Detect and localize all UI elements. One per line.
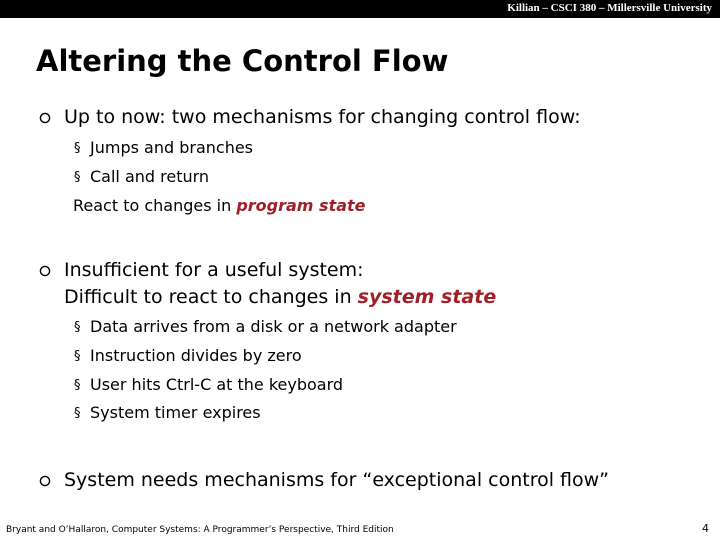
bullet-text-line2: Difficult to react to changes in system state	[64, 286, 497, 308]
sub-bullet-item: § Jumps and branches	[74, 138, 254, 157]
square-bullet-icon: §	[74, 378, 81, 393]
hollow-circle-bullet-icon	[38, 474, 52, 488]
bullet-text: Up to now: two mechanisms for changing control flow:	[64, 106, 581, 128]
footer-citation: Bryant and O’Hallaron, Computer Systems: A Programmer’s Perspective, Third Edition	[6, 525, 394, 535]
header-text: Killian – CSCI 380 – Millersville University	[507, 2, 712, 14]
square-bullet-icon: §	[74, 170, 81, 185]
emphasis-text: program state	[236, 196, 366, 215]
plain-text-line: React to changes in program state	[73, 196, 366, 215]
bullet-text: Insufficient for a useful system:	[64, 259, 364, 281]
hollow-circle-bullet-icon	[38, 111, 52, 125]
square-bullet-icon: §	[74, 349, 81, 364]
square-bullet-icon: §	[74, 141, 81, 156]
page-number: 4	[702, 522, 709, 535]
sub-bullet-item: § Call and return	[74, 167, 210, 186]
square-bullet-icon: §	[74, 320, 81, 335]
emphasis-text: system state	[357, 286, 497, 308]
sub-bullet-item: § Instruction divides by zero	[74, 346, 302, 365]
header-bar	[0, 0, 720, 18]
slide-title: Altering the Control Flow	[36, 44, 449, 78]
sub-bullet-item: § System timer expires	[74, 403, 261, 422]
sub-bullet-item: § Data arrives from a disk or a network adapter	[74, 317, 457, 336]
sub-bullet-item: § User hits Ctrl-C at the keyboard	[74, 375, 344, 394]
square-bullet-icon: §	[74, 406, 81, 421]
hollow-circle-bullet-icon	[38, 264, 52, 278]
bullet-text: System needs mechanisms for “exceptional control flow”	[64, 469, 610, 491]
